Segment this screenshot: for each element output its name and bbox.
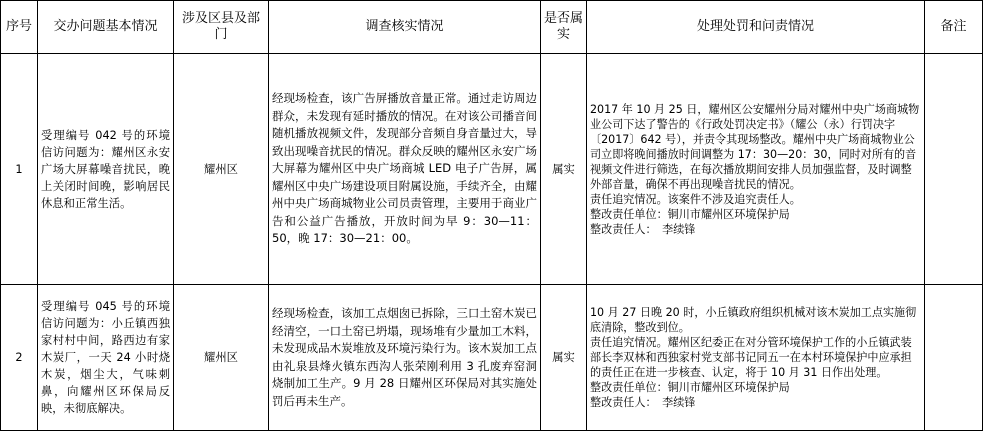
row-verified: 属实 <box>541 54 587 285</box>
header-issue: 交办问题基本情况 <box>38 1 174 54</box>
header-district: 涉及区县及部门 <box>174 1 269 54</box>
row-remarks <box>925 285 983 431</box>
header-remarks: 备注 <box>925 1 983 54</box>
row-district: 耀州区 <box>174 285 269 431</box>
header-handling: 处理处罚和问责情况 <box>587 1 925 54</box>
row-handling: 2017 年 10 月 25 日，耀州区公安耀州分局对耀州中央广场商城物业公司下达了警告的《行政处罚决定书》（耀公（永）行罚决字〔2017〕642 号），并责令其现场整改。耀州中央广场商城物业公司立即将晚间播放时间调整为 17：30—20：30，同时对所有的音视频文件进行筛选，在每次播放期间安排人员加强监督，及时调整外部音量，确保不再出现噪音扰民的情况。 责任追究情况。该案件不涉及追究责任人。 整改责任单位：铜川市耀州区环境保护局 整改责任人： 李续锋 <box>587 54 925 285</box>
table-row <box>1 54 983 285</box>
row-investigation: 经现场检查，该加工点烟囱已拆除，三口土窑木炭已经清空，一口土窑已坍塌，现场堆有少量加工木料，未发现成品木炭堆放及环境污染行为。该木炭加工点由礼泉县烽火镇东西沟人张荣刚利用 3 孔废弃窑洞烧制加工生产。9 月 28 日耀州区环保局对其实施处罚后再未生产。 <box>269 285 541 431</box>
row-handling: 10 月 27 日晚 20 时，小丘镇政府组织机械对该木炭加工点实施彻底清除，整改到位。 责任追究情况。耀州区纪委正在对分管环境保护工作的小丘镇武装部长李双林和西独家村党支部书记同五一在本村环境保护中应承担的责任正在进一步核查、认定，将于 10 月 31 日作出处理。 整改责任单位：铜川市耀州区环境保护局 整改责任人： 李续锋 <box>587 285 925 431</box>
row-district: 耀州区 <box>174 54 269 285</box>
row-seq: 2 <box>1 285 38 431</box>
row-issue: 受理编号 042 号的环境信访问题为：耀州区永安广场大屏幕噪音扰民，晚上关闭时间晚，影响居民休息和正常生活。 <box>38 54 174 285</box>
table-row <box>1 285 983 431</box>
row-verified: 属实 <box>541 285 587 431</box>
header-investigation: 调查核实情况 <box>269 1 541 54</box>
header-verified: 是否属实 <box>541 1 587 54</box>
row-seq: 1 <box>1 54 38 285</box>
header-row <box>1 1 983 54</box>
row-issue: 受理编号 045 号的环境信访问题为：小丘镇西独家村村中间，路西边有家木炭厂，一天 24 小时烧木炭，烟尘大，气味刺鼻，向耀州区环保局反映，未彻底解决。 <box>38 285 174 431</box>
header-seq: 序号 <box>1 1 38 54</box>
row-investigation: 经现场检查，该广告屏播放音量正常。通过走访周边群众，未发现有延时播放的情况。在对该公司播音间随机播放视频文件，发现部分音频自身音量过大，导致出现噪音扰民的情况。群众反映的耀州区永安广场大屏幕为耀州区中央广场商城 LED 电子广告屏，属耀州区中央广场建设项目附属设施，手续齐全，由耀州中央广场商城物业公司员责管理，主要用于商业广告和公益广告播放，开放时间为早 9：30—11：50，晚 17：30—21：00。 <box>269 54 541 285</box>
row-remarks <box>925 54 983 285</box>
